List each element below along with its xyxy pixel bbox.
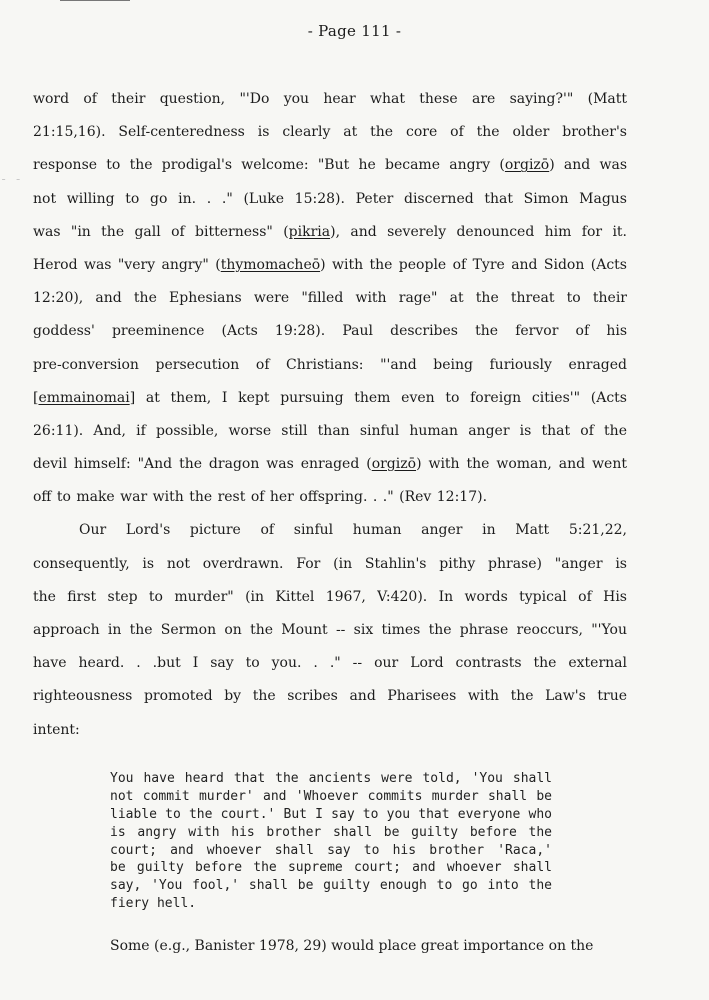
greek-term: emmainomai <box>38 389 130 406</box>
text-line: consequently, is not overdrawn. For (in Stahlin's pithy phrase) "anger is <box>33 555 627 572</box>
page-number: - Page 111 - <box>307 22 402 40</box>
text-line <box>33 249 627 282</box>
text-line <box>33 415 627 448</box>
text-segment: devil himself: "And the dragon was enraged ( <box>33 456 372 473</box>
text-segment: ) and was <box>549 157 627 174</box>
text-line <box>33 149 627 182</box>
text-line: approach in the Sermon on the Mount -- six times the phrase reoccurs, "'You <box>33 622 627 639</box>
text-segment: ) with the people of Tyre and Sidon (Acts <box>320 256 627 273</box>
text-line <box>33 481 627 514</box>
text-segment: 26:11). And, if possible, worse still than sinful human anger is that of the <box>33 422 627 439</box>
text-segment: was "in the gall of bitterness" ( <box>33 223 289 240</box>
text-line: say, 'You fool,' shall be guilty enough to go into the <box>110 878 552 894</box>
text-line: the first step to murder" (in Kittel 1967, V:420). In words typical of His <box>33 588 627 605</box>
text-line: intent: <box>33 721 80 738</box>
greek-term: thymomacheō <box>220 256 321 273</box>
text-line: liable to the court.' But I say to you that everyone who <box>110 806 552 822</box>
text-line <box>33 349 627 382</box>
text-segment: 12:20), and the Ephesians were "filled with rage" at the threat to their <box>33 290 627 307</box>
text-line: Some (e.g., Banister 1978, 29) would place great importance on the <box>110 938 594 954</box>
text-segment: ) with the woman, and went <box>416 456 627 473</box>
greek-term: orgizō <box>371 456 417 473</box>
text-segment: off to make war with the rest of her offspring. . ." (Rev 12:17). <box>33 489 488 506</box>
text-line <box>33 183 627 216</box>
text-line: You have heard that the ancients were told, 'You shall <box>110 771 552 786</box>
text-line: fiery hell. <box>110 896 197 912</box>
greek-term: orgizō <box>504 157 550 174</box>
text-line <box>33 216 627 249</box>
text-line: be guilty before the supreme court; and whoever shall <box>110 860 552 876</box>
text-line: have heard. . .but I say to you. . ." -- our Lord contrasts the external <box>33 655 627 672</box>
text-segment: ] at them, I kept pursuing them even to foreign cities'" (Acts <box>129 389 627 406</box>
bleed-mark: - - <box>0 172 22 186</box>
text-segment: word of their question, "'Do you hear what these are saying?'" (Matt <box>33 91 627 107</box>
text-segment: response to the prodigal's welcome: "But he became angry ( <box>33 157 505 174</box>
text-segment: ), and severely denounced him for it. <box>330 223 627 240</box>
paragraph-3 <box>110 930 627 963</box>
greek-term: pikria <box>288 223 331 240</box>
text-line: not commit murder' and 'Whoever commits murder shall be <box>110 788 552 804</box>
block-quote <box>110 770 552 913</box>
text-line <box>33 448 627 481</box>
paragraph-2 <box>33 514 627 746</box>
text-segment: not willing to go in. . ." (Luke 15:28). Peter discerned that Simon Magus <box>33 190 627 207</box>
text-segment: 21:15,16). Self-centeredness is clearly at the core of the older brother's <box>33 124 627 141</box>
text-segment: [ <box>33 389 39 406</box>
text-line <box>33 315 627 348</box>
text-line <box>33 382 627 415</box>
top-rule <box>60 0 130 1</box>
text-line <box>33 83 627 116</box>
text-segment: goddess' preeminence (Acts 19:28). Paul describes the fervor of his <box>33 323 627 340</box>
text-line: is angry with his brother shall be guilty before the <box>110 824 552 840</box>
text-line: court; and whoever shall say to his brother 'Raca,' <box>110 842 552 858</box>
text-line: righteousness promoted by the scribes and Pharisees with the Law's true <box>33 688 627 705</box>
text-line <box>33 116 627 149</box>
paragraph-1 <box>33 83 627 747</box>
text-line: Our Lord's picture of sinful human anger in Matt 5:21,22, <box>79 522 627 539</box>
text-segment: Herod was "very angry" ( <box>33 256 221 273</box>
text-line <box>33 282 627 315</box>
text-segment: pre-conversion persecution of Christians: "'and being furiously enraged <box>33 356 627 373</box>
paragraph-1-lines <box>33 83 627 514</box>
